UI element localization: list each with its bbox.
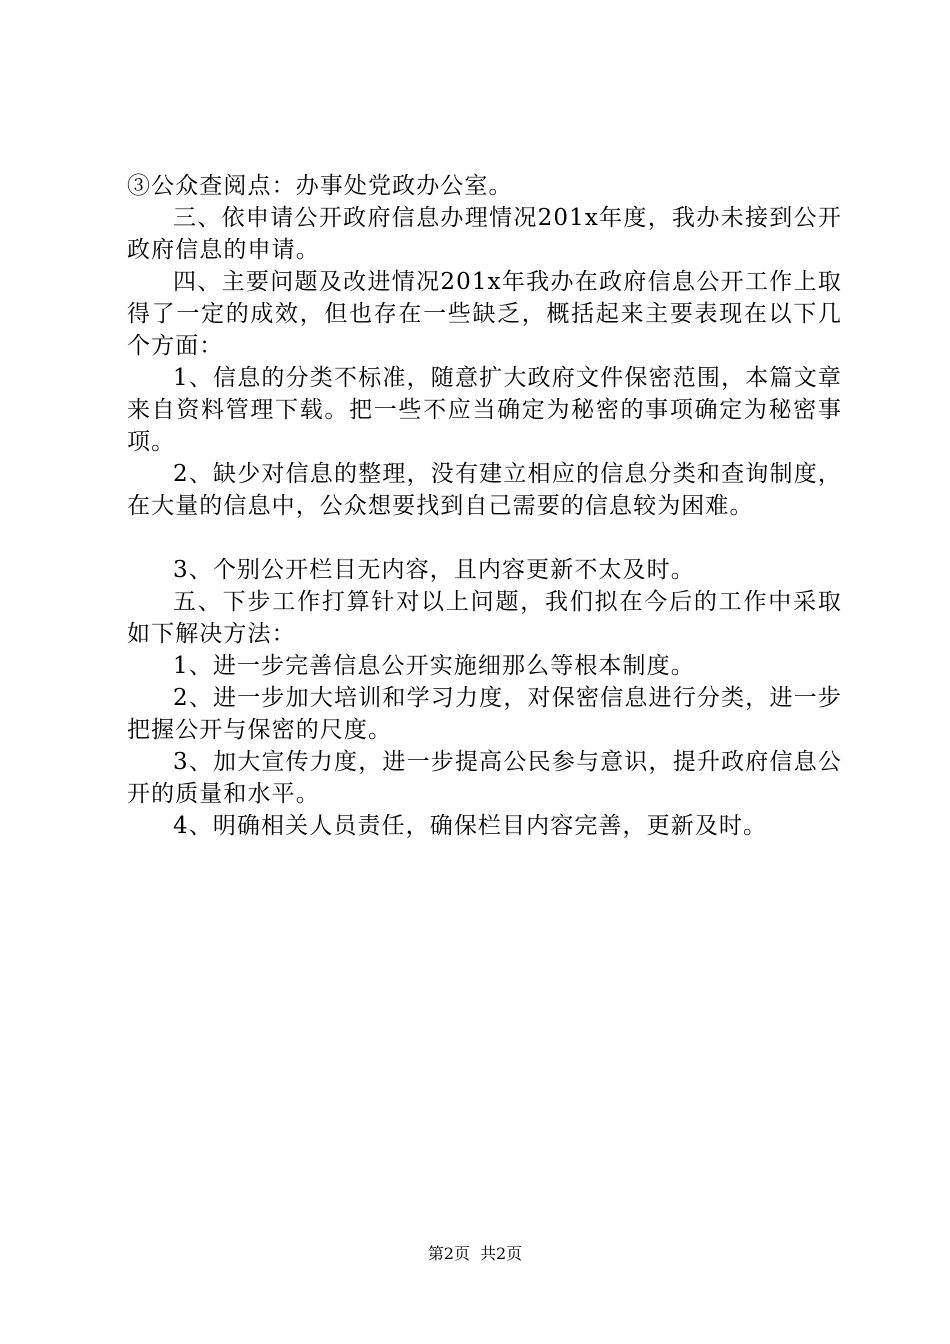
paragraph-plan-one: 1、进一步完善信息公开实施细那么等根本制度。 bbox=[173, 653, 695, 679]
page-total: 共2页 bbox=[480, 1244, 523, 1263]
paragraph-plan-four: 4、明确相关人员责任，确保栏目内容完善，更新及时。 bbox=[173, 813, 768, 839]
paragraph-plan-three: 3、加大宣传力度，进一步提高公民参与意识，提升政府信息公开的质量和水平。 bbox=[127, 749, 842, 807]
paragraph-issue-one: 1、信息的分类不标准，随意扩大政府文件保密范围，本篇文章来自资料管理下载。把一些不应当确定为秘密的事项确定为秘密事项。 bbox=[127, 365, 842, 455]
paragraph-plan-two: 2、进一步加大培训和学习力度，对保密信息进行分类，进一步把握公开与保密的尺度。 bbox=[127, 685, 842, 743]
paragraph-section-five: 五、下步工作打算针对以上问题，我们拟在今后的工作中采取如下解决方法： bbox=[127, 589, 842, 647]
page-footer bbox=[0, 1244, 950, 1264]
paragraph-public-access-point: ③公众查阅点：办事处党政办公室。 bbox=[127, 173, 513, 199]
page-number: 第2页 bbox=[427, 1244, 470, 1263]
paragraph-issue-three: 3、个别公开栏目无内容，且内容更新不太及时。 bbox=[173, 557, 695, 583]
paragraph-section-four: 四、主要问题及改进情况201x年我办在政府信息公开工作上取得了一定的成效，但也存在一些缺乏，概括起来主要表现在以下几个方面： bbox=[127, 269, 842, 359]
paragraph-section-three: 三、依申请公开政府信息办理情况201x年度，我办未接到公开政府信息的申请。 bbox=[127, 205, 842, 263]
paragraph-issue-two: 2、缺少对信息的整理，没有建立相应的信息分类和查询制度，在大量的信息中，公众想要找到自己需要的信息较为困难。 bbox=[127, 461, 842, 519]
document-body bbox=[127, 170, 842, 842]
